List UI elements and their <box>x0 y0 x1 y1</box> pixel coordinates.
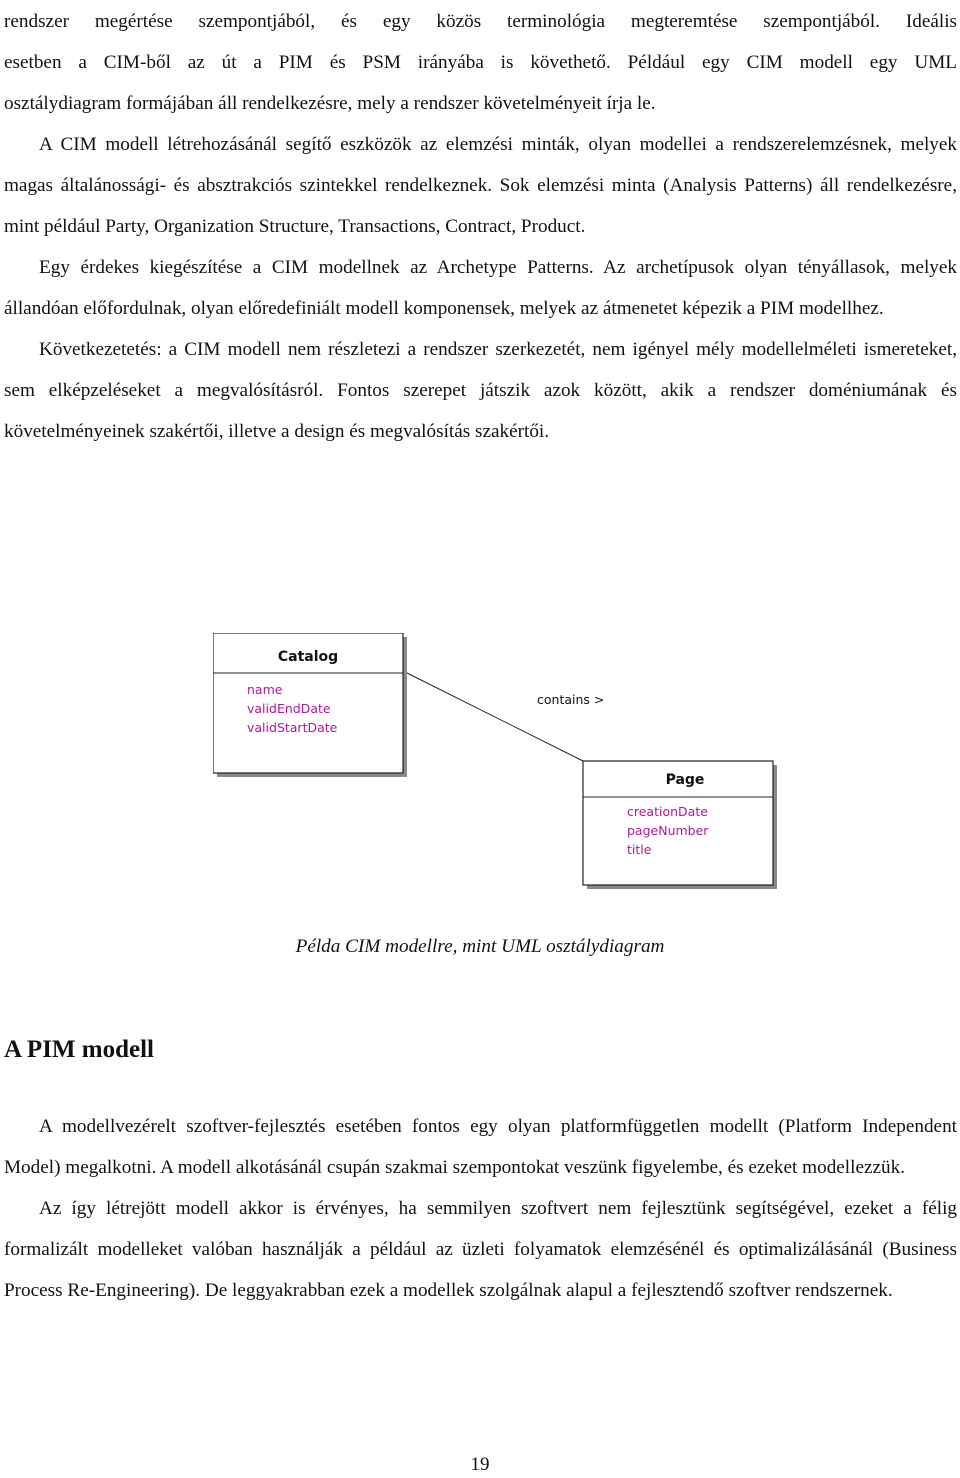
page-attribute: pageNumber <box>627 823 709 838</box>
page-class-name: Page <box>665 772 705 788</box>
text-line: osztálydiagram formájában áll rendelkezésre, mely a rendszer követelményeit írja le. <box>4 93 656 114</box>
paragraph-pim-intro: A modellvezérelt szoftver-fejlesztés esetében fontos egy olyan platformfüggetlen modellt (Platform Independent Model) megalkotni. A modell alkotásánál csupán szakmai szempontokat veszünk figyelembe, és ezeket modellezzük. <box>4 1116 957 1178</box>
page-body <box>4 0 957 452</box>
page-attribute: title <box>627 842 652 857</box>
page-attribute: creationDate <box>627 804 708 819</box>
figure-caption: Példa CIM modellre, mint UML osztálydiagram <box>295 936 665 957</box>
section-heading: A PIM modell <box>4 1036 154 1063</box>
paragraph-analysis-patterns: A CIM modell létrehozásánál segítő eszközök az elemzési minták, olyan modellei a rendszerelemzésnek, melyek magas általánossági- és absztrakciós szintekkel rendelkeznek. Sok elemzési minta (Analysis Patterns) áll rendelkezésre, mint például Party, Organization Structure, Transactions, Contract, Product. <box>4 134 957 237</box>
text-line: esetben a CIM-ből az út a PIM és PSM irányába is követhető. Például egy CIM modell egy UML <box>4 52 957 73</box>
paragraph-pim-usage: Az így létrejött modell akkor is érvényes, ha semmilyen szoftvert nem fejlesztünk segítségével, ezeket a félig formalizált modelleket valóban használják a például az üzleti folyamatok elemzésénél és optimalizálásánál (Business Process Re-Engineering). De leggyakrabban ezek a modellek szolgálnak alapul a fejlesztendő szoftver rendszernek. <box>4 1198 957 1301</box>
pim-section-body <box>4 1106 957 1311</box>
association-label: contains > <box>537 692 605 707</box>
intro-paragraph <box>4 0 957 124</box>
uml-class-diagram <box>213 633 781 891</box>
paragraph-conclusion: Következetetés: a CIM modell nem részletezi a rendszer szerkezetét, nem igényel mély modellelméleti ismereteket, sem elképzeléseket a megvalósításról. Fontos szerepet játszik azok között, akik a rendszer doméniumának és követelményeinek szakértői, illetve a design és megvalósítás szakértői. <box>4 339 957 442</box>
catalog-attribute: name <box>247 682 283 697</box>
text-line: rendszer megértése szempontjából, és egy közös terminológia megteremtése szempontjából. Ideális <box>4 11 957 32</box>
page-number: 19 <box>470 1454 490 1475</box>
uml-diagram-svg <box>213 633 781 891</box>
catalog-attribute: validEndDate <box>247 701 331 716</box>
catalog-class-name: Catalog <box>277 649 339 665</box>
paragraph-archetype-patterns: Egy érdekes kiegészítése a CIM modellnek az Archetype Patterns. Az archetípusok olyan tényállasok, melyek állandóan előfordulnak, olyan előredefiniált modell komponensek, melyek az átmenetet képezik a PIM modellhez. <box>4 257 957 319</box>
catalog-attribute: validStartDate <box>247 720 338 735</box>
association-line <box>403 671 583 761</box>
